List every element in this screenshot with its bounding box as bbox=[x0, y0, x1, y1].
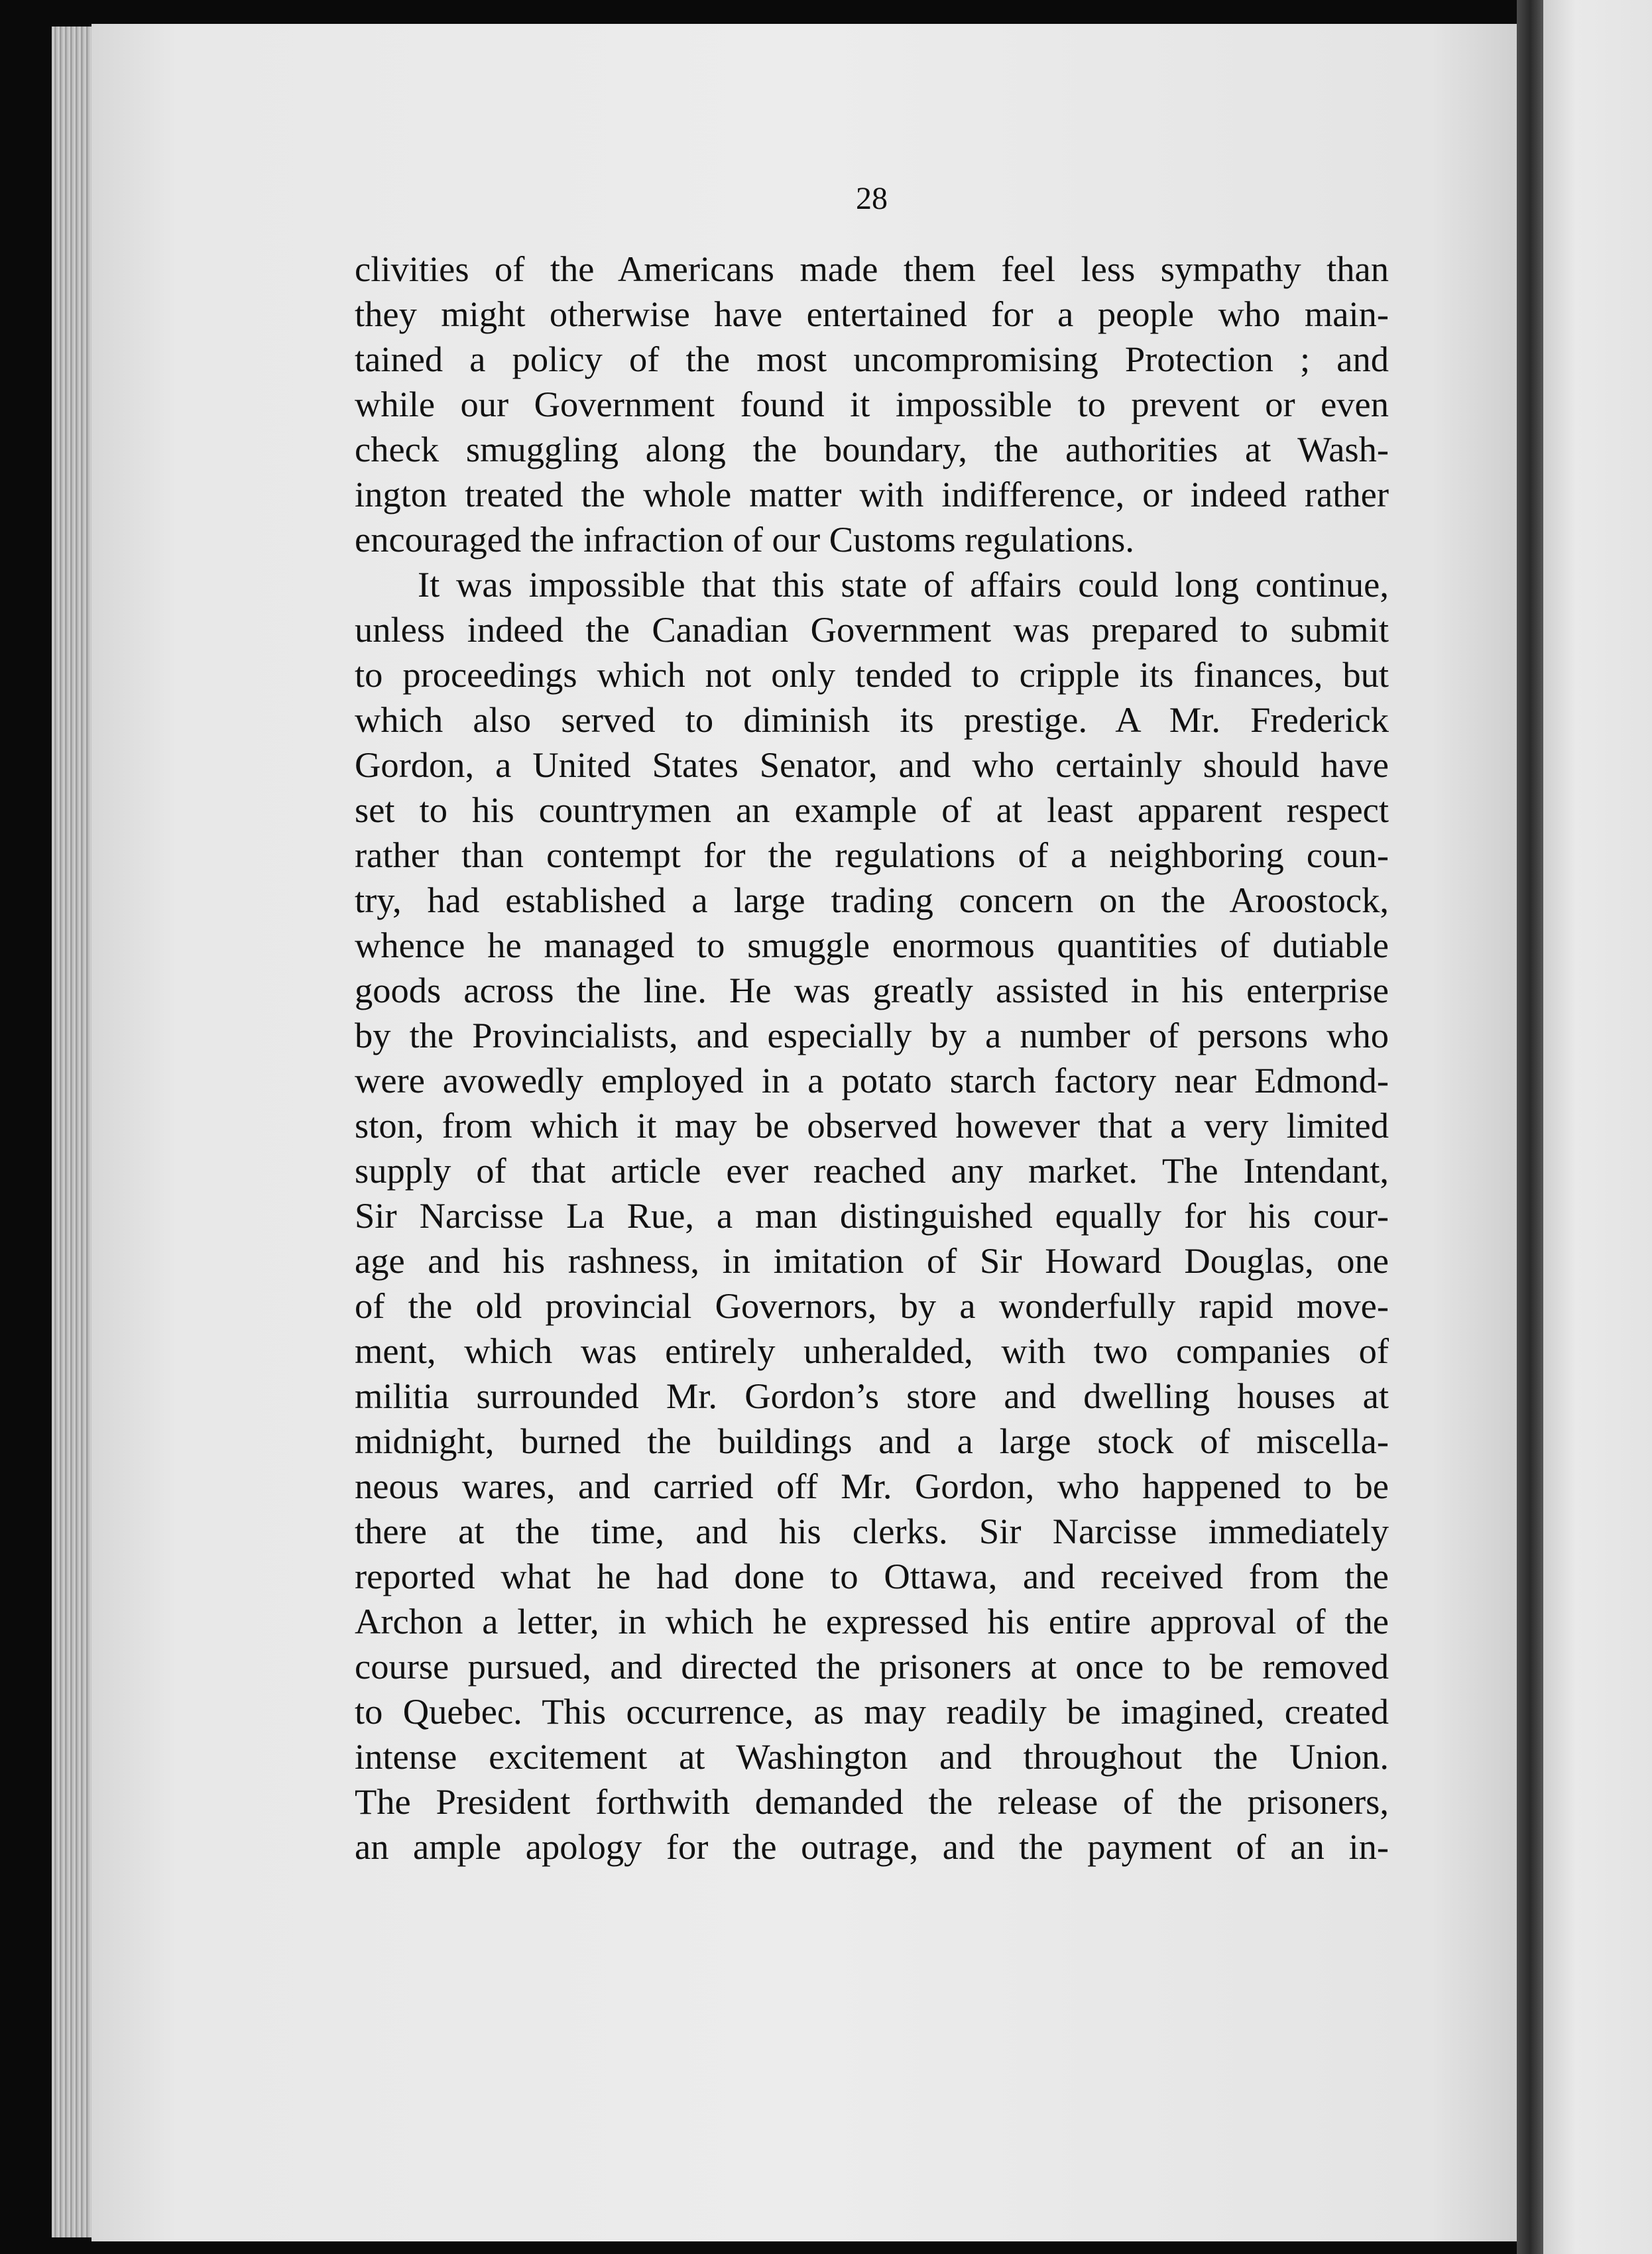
page-number: 28 bbox=[856, 181, 888, 216]
text-line: It was impossible that this state of affairs could long continue, bbox=[418, 564, 1389, 605]
text-line: course pursued, and directed the prisoners at once to be removed bbox=[355, 1646, 1389, 1687]
text-line: to Quebec. This occurrence, as may readily be imagined, created bbox=[355, 1691, 1389, 1732]
text-line: were avowedly employed in a potato starch factory near Edmond- bbox=[355, 1060, 1389, 1100]
text-line: clivities of the Americans made them feel less sympathy than bbox=[355, 249, 1389, 289]
text-line: ston, from which it may be observed however that a very limited bbox=[355, 1105, 1389, 1146]
text-line: Gordon, a United States Senator, and who certainly should have bbox=[355, 744, 1389, 785]
text-line: to proceedings which not only tended to cripple its finances, but bbox=[355, 654, 1389, 695]
text-line: check smuggling along the boundary, the authorities at Wash- bbox=[355, 429, 1389, 469]
text-line: goods across the line. He was greatly assisted in his enterprise bbox=[355, 970, 1389, 1010]
text-line: by the Provincialists, and especially by a number of persons who bbox=[355, 1015, 1389, 1055]
page-text-block bbox=[355, 179, 1389, 1869]
text-line: tained a policy of the most uncompromising Protection ; and bbox=[355, 339, 1389, 379]
text-line: while our Government found it impossible to prevent or even bbox=[355, 384, 1389, 424]
text-line: whence he managed to smuggle enormous quantities of dutiable bbox=[355, 925, 1389, 965]
paragraph bbox=[355, 247, 1389, 562]
text-line: an ample apology for the outrage, and the payment of an in- bbox=[355, 1826, 1389, 1867]
book-gutter bbox=[1517, 0, 1543, 2254]
facing-page-edge bbox=[1543, 0, 1652, 2254]
text-line: encouraged the infraction of our Customs regulations. bbox=[355, 519, 1134, 560]
text-line: there at the time, and his clerks. Sir Narcisse immediately bbox=[355, 1511, 1389, 1551]
text-line: intense excitement at Washington and throughout the Union. bbox=[355, 1736, 1389, 1777]
text-line: midnight, burned the buildings and a large stock of miscella- bbox=[355, 1421, 1389, 1461]
text-line: ington treated the whole matter with indifference, or indeed rather bbox=[355, 474, 1389, 514]
text-line: supply of that article ever reached any market. The Intendant, bbox=[355, 1150, 1389, 1191]
text-line: age and his rashness, in imitation of Sir Howard Douglas, one bbox=[355, 1240, 1389, 1281]
body-text bbox=[355, 247, 1389, 1869]
text-line: neous wares, and carried off Mr. Gordon, who happened to be bbox=[355, 1466, 1389, 1506]
text-line: The President forthwith demanded the release of the prisoners, bbox=[355, 1781, 1389, 1822]
text-line: set to his countrymen an example of at least apparent respect bbox=[355, 790, 1389, 830]
text-line: militia surrounded Mr. Gordon’s store and dwelling houses at bbox=[355, 1376, 1389, 1416]
text-line: they might otherwise have entertained for a people who main- bbox=[355, 294, 1389, 334]
text-line: which also served to diminish its prestige. A Mr. Frederick bbox=[355, 699, 1389, 740]
text-line: Archon a letter, in which he expressed his entire approval of the bbox=[355, 1601, 1389, 1641]
text-line: ment, which was entirely unheralded, with two companies of bbox=[355, 1331, 1389, 1371]
text-line: of the old provincial Governors, by a wonderfully rapid move- bbox=[355, 1285, 1389, 1326]
text-line: Sir Narcisse La Rue, a man distinguished equally for his cour- bbox=[355, 1195, 1389, 1236]
text-line: unless indeed the Canadian Government was prepared to submit bbox=[355, 609, 1389, 650]
paragraph bbox=[355, 562, 1389, 1869]
text-line: rather than contempt for the regulations of a neighboring coun- bbox=[355, 835, 1389, 875]
text-line: try, had established a large trading concern on the Aroostock, bbox=[355, 880, 1389, 920]
text-line: reported what he had done to Ottawa, and received from the bbox=[355, 1556, 1389, 1596]
